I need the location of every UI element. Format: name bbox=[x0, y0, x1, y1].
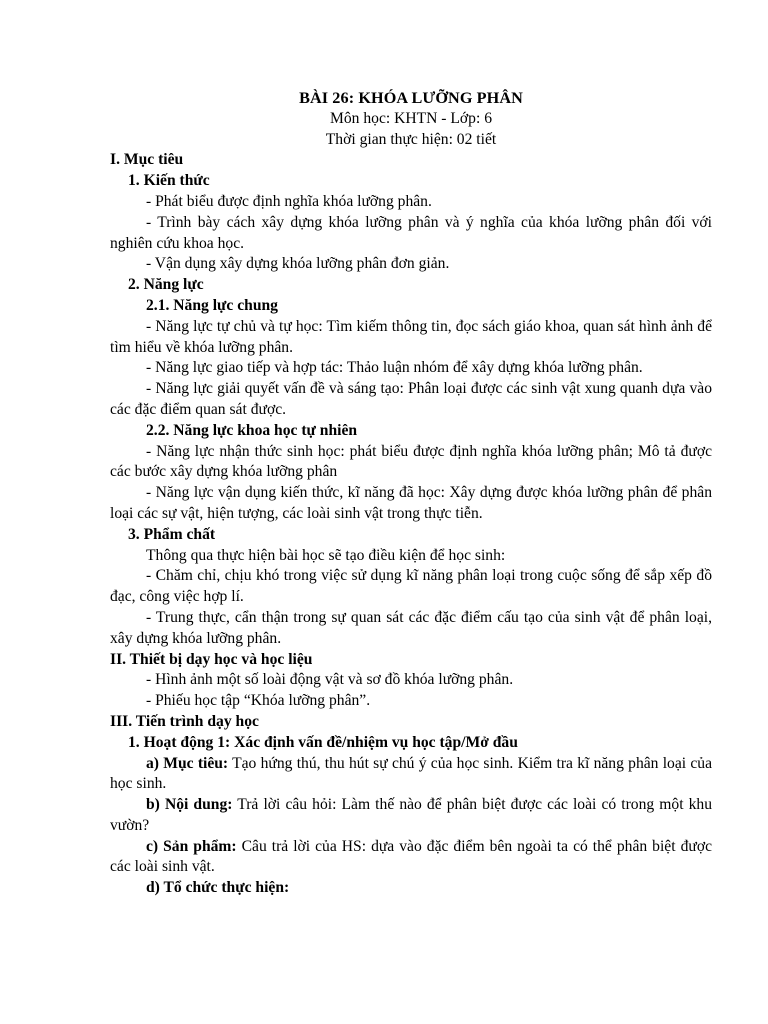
objective-label: a) Mục tiêu: bbox=[146, 754, 229, 772]
general-competence-item: - Năng lực giải quyết vấn đề và sáng tạo: Phân loại được các sinh vật xung quanh dựa vào các đặc điểm quan sát được. bbox=[110, 380, 712, 418]
knowledge-item: - Vận dụng xây dựng khóa lưỡng phân đơn giản. bbox=[146, 255, 450, 273]
competence-heading: 2. Năng lực bbox=[128, 276, 204, 294]
general-competence-heading: 2.1. Năng lực chung bbox=[146, 296, 278, 314]
science-competence-item: - Năng lực vận dụng kiến thức, kĩ năng đã học: Xây dựng được khóa lưỡng phân để phân loại các sự vật, hiện tượng, các loài sinh vật trong thực tiễn. bbox=[110, 484, 712, 522]
general-competence-item: - Năng lực tự chủ và tự học: Tìm kiếm thông tin, đọc sách giáo khoa, quan sát hình ảnh để tìm hiểu về khóa lưỡng phân. bbox=[110, 317, 712, 356]
product-text: Câu trả lời của HS: dựa vào đặc điểm bên ngoài ta có thể phân biệt được các loài sinh vật. bbox=[110, 837, 712, 876]
activity1-organization: d) Tổ chức thực hiện: bbox=[146, 879, 290, 897]
section-equipment-heading: II. Thiết bị dạy học và học liệu bbox=[110, 650, 313, 668]
knowledge-heading: 1. Kiến thức bbox=[128, 172, 210, 190]
quality-heading: 3. Phẩm chất bbox=[128, 525, 216, 543]
section-process-heading: III. Tiến trình dạy học bbox=[110, 712, 259, 730]
equipment-item: - Phiếu học tập “Khóa lưỡng phân”. bbox=[146, 692, 371, 710]
lesson-title: BÀI 26: KHÓA LƯỠNG PHÂN bbox=[299, 89, 523, 107]
section-objectives-heading: I. Mục tiêu bbox=[110, 151, 184, 169]
activity1-heading: 1. Hoạt động 1: Xác định vấn đề/nhiệm vụ học tập/Mở đầu bbox=[128, 733, 518, 751]
subject-line: Môn học: KHTN - Lớp: 6 bbox=[330, 109, 492, 127]
objective-text: Tạo hứng thú, thu hút sự chú ý của học sinh. Kiểm tra kĩ năng phân loại của học sinh. bbox=[110, 754, 712, 793]
quality-item: - Chăm chỉ, chịu khó trong việc sử dụng kĩ năng phân loại trong cuộc sống để sắp xếp đồ đạc, công việc hợp lí. bbox=[110, 567, 712, 606]
content-label: b) Nội dung: bbox=[146, 796, 233, 814]
activity1-objective bbox=[110, 754, 712, 796]
knowledge-item: - Trình bày cách xây dựng khóa lưỡng phân và ý nghĩa của khóa lưỡng phân đối với nghiên cứu khoa học. bbox=[110, 213, 712, 252]
quality-intro: Thông qua thực hiện bài học sẽ tạo điều kiện để học sinh: bbox=[146, 546, 506, 564]
knowledge-item: - Phát biểu được định nghĩa khóa lưỡng phân. bbox=[146, 192, 432, 210]
science-competence-item: - Năng lực nhận thức sinh học: phát biểu được định nghĩa khóa lưỡng phân; Mô tả được các bước xây dựng khóa lưỡng phân bbox=[110, 442, 712, 481]
activity1-content bbox=[110, 795, 712, 837]
quality-item: - Trung thực, cẩn thận trong sự quan sát các đặc điểm cấu tạo của sinh vật để phân loại, xây dựng khóa lưỡng phân. bbox=[110, 608, 712, 647]
duration-line: Thời gian thực hiện: 02 tiết bbox=[325, 130, 497, 148]
general-competence-item: - Năng lực giao tiếp và hợp tác: Thảo luận nhóm để xây dựng khóa lưỡng phân. bbox=[146, 359, 643, 377]
equipment-item: - Hình ảnh một số loài động vật và sơ đồ khóa lưỡng phân. bbox=[146, 671, 514, 689]
science-competence-heading: 2.2. Năng lực khoa học tự nhiên bbox=[146, 421, 358, 439]
product-label: c) Sản phẩm: bbox=[146, 837, 237, 855]
activity1-product bbox=[110, 837, 712, 879]
content-text: Trả lời câu hỏi: Làm thế nào để phân biệt được các loài có trong một khu vườn? bbox=[110, 796, 713, 834]
